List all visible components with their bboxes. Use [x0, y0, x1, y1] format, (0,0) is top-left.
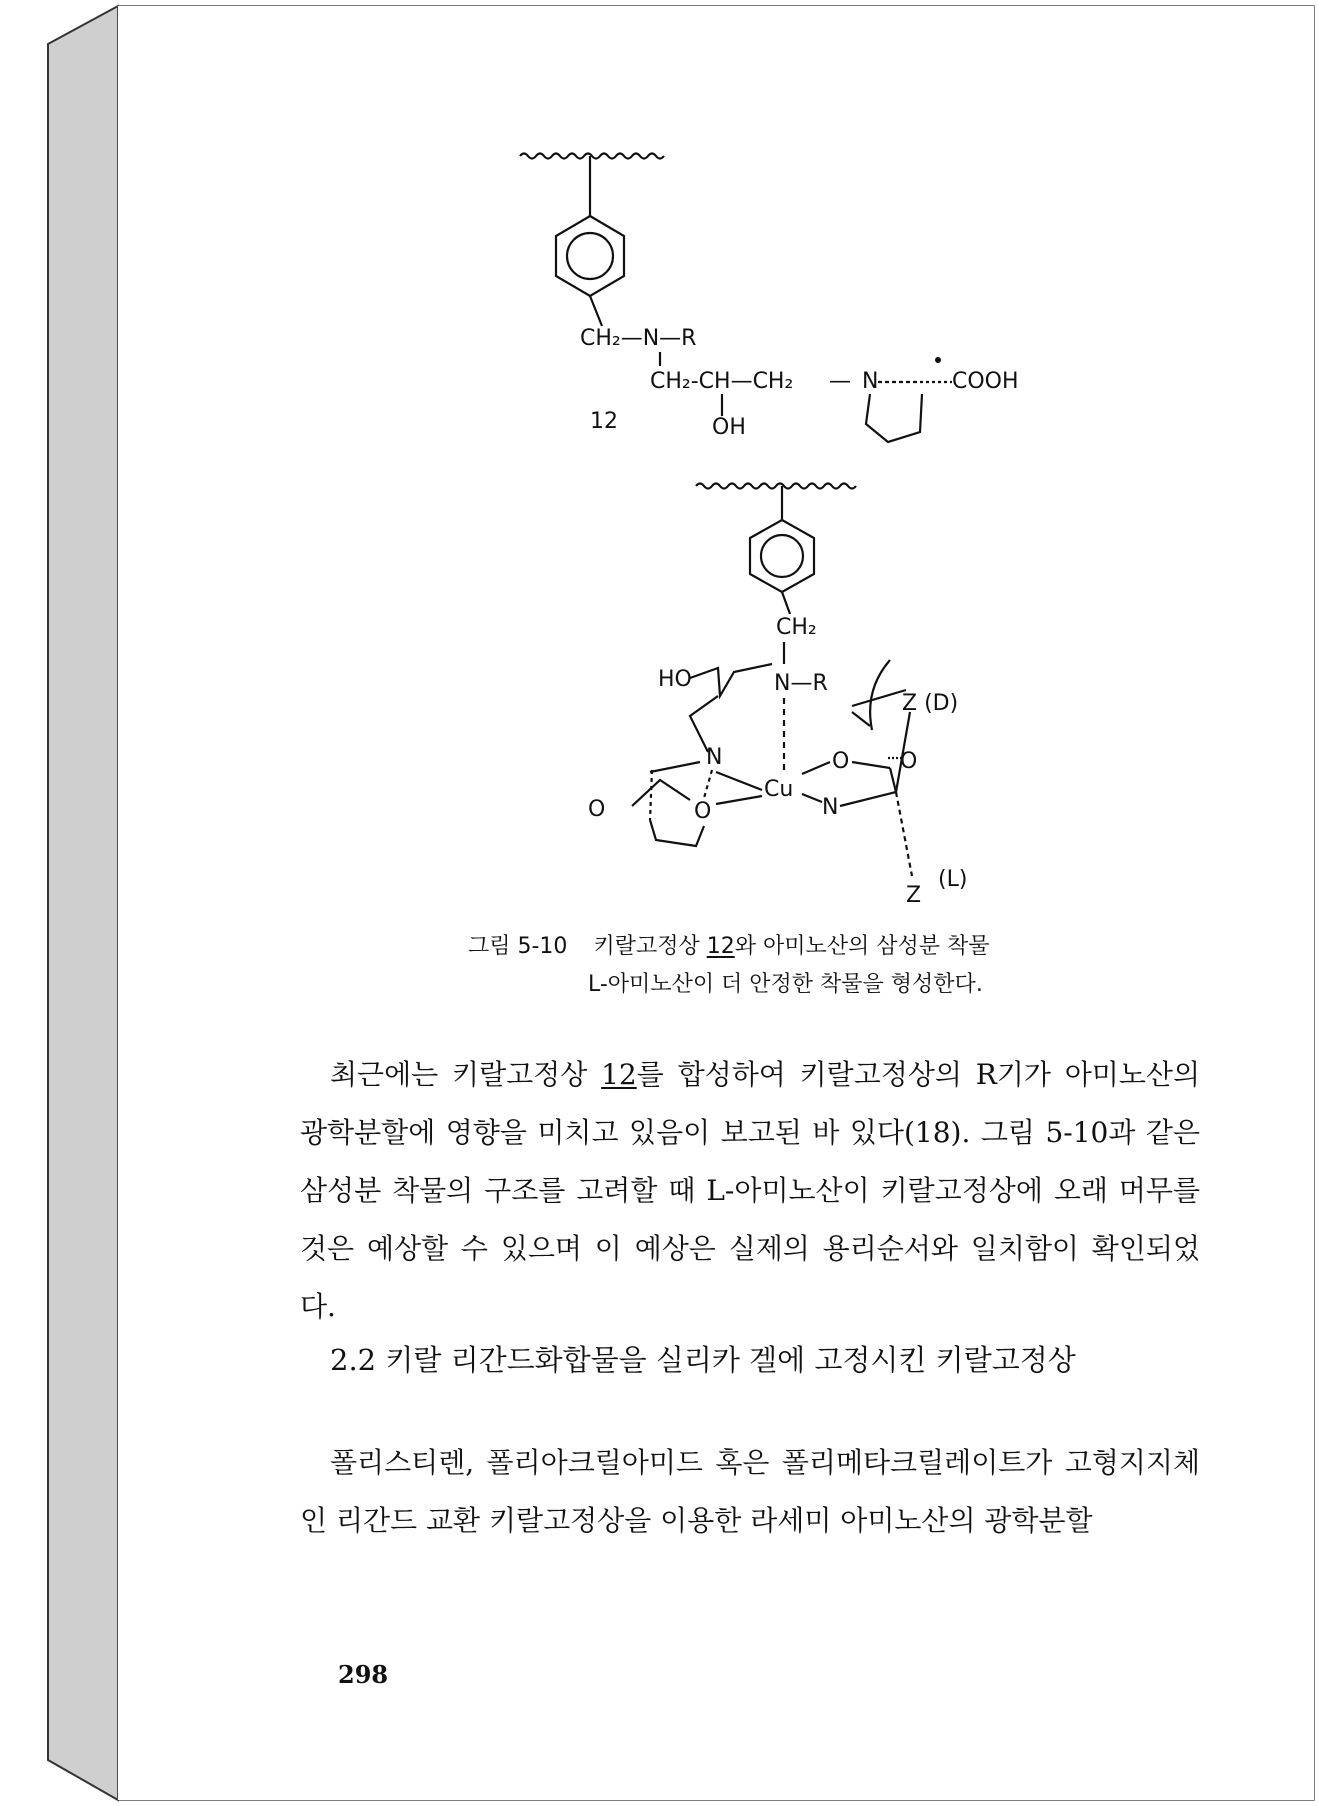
o-carbonyl-label: O — [588, 797, 606, 822]
polymer-backbone-1 — [520, 154, 664, 159]
pyrrolidine-ring — [866, 394, 922, 442]
oh-label: OH — [712, 415, 746, 440]
paragraph-2-text: 폴리스티렌, 폴리아크릴아미드 혹은 폴리메타크릴레이트가 고형지지체인 리간드 교환 키랄고정상을 이용한 라세미 아미노산의 광학분할 — [300, 1446, 1200, 1537]
complex-ch2-label: CH₂ — [776, 615, 817, 640]
section-heading: 2.2 키랄 리간드화합물을 실리카 겔에 고정시킨 키랄고정상 — [330, 1343, 1076, 1377]
ch2-chain-label: CH₂-CH—CH₂ — [650, 369, 794, 394]
caption-title-post: 와 아미노산의 삼성분 착물 — [734, 934, 990, 959]
paragraph-1-post: 를 합성하여 키랄고정상의 R기가 아미노산의 광학분할에 영향을 미치고 있음이 보고된 바 있다(18). 그림 5-10과 같은 삼성분 착물의 구조를 고려할 때 L-아미노산이 키랄고정상에 오래 머무를 것은 예상할 수 있으며 이 예상은 실제의 용리순서와 일치함이 확인되었다. — [300, 1058, 1200, 1323]
o-top-label: O — [832, 749, 850, 774]
z-d-label: Z (D) — [902, 691, 959, 716]
caption-line-1 — [468, 928, 1168, 966]
benzene-ring-2 — [750, 520, 814, 592]
cooh-label: COOH — [952, 369, 1019, 394]
ch2-n-r-label: CH₂—N—R — [580, 326, 697, 351]
cu-label: Cu — [764, 777, 794, 802]
ho-label: HO — [658, 667, 692, 692]
caption-line-2: L-아미노산이 더 안정한 착물을 형성한다. — [588, 972, 983, 997]
copper-complex-structure — [588, 484, 967, 909]
paragraph-1-compound-number: 12 — [601, 1058, 637, 1091]
figure-caption — [468, 928, 1168, 1004]
caption-label: 그림 5-10 — [468, 934, 568, 959]
z-label: Z — [906, 883, 922, 908]
paragraph-1 — [300, 1046, 1200, 1336]
paragraph-2 — [300, 1434, 1200, 1550]
l-label: (L) — [938, 867, 968, 892]
dash-label: — — [829, 369, 851, 394]
o-left-label: O — [694, 799, 712, 824]
page-number: 298 — [338, 1660, 389, 1689]
n-ring-label: N — [862, 369, 879, 394]
caption-title-pre: 키랄고정상 — [593, 934, 707, 959]
n-bottom-label: N — [822, 795, 839, 820]
caption-compound-number: 12 — [706, 934, 735, 959]
compound-number-12: 12 — [590, 409, 618, 434]
paragraph-1-pre: 최근에는 키랄고정상 — [330, 1058, 602, 1091]
n-left-label: N — [706, 745, 723, 770]
polymer-backbone-2 — [696, 484, 856, 489]
o-right-label: O — [900, 749, 918, 774]
structure-12 — [520, 154, 1019, 443]
n-r-label: N—R — [774, 671, 828, 696]
